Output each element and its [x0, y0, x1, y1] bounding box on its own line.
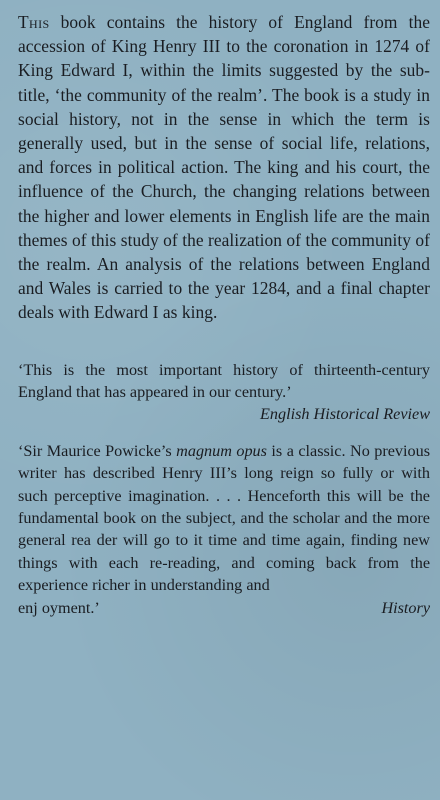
review-last-line	[18, 597, 430, 619]
review-quote	[18, 440, 430, 597]
review-quote-rest: is a classic. No previous writer has described Henry III’s long reign so fully or with such perceptive imagination. . . . Henceforth this will be the fundamental book on the subject, and the scholar and the more general rea der will go to it time and time again, finding new things with each re-reading, and coming back from the experience richer in understanding and	[18, 441, 430, 595]
review-quote: ‘This is the most important history of thirteenth-century England that has appeared in our century.’	[18, 360, 430, 402]
review-english-historical-review	[18, 359, 430, 426]
review-quote-start: ‘Sir Maurice Powicke’s	[18, 441, 177, 460]
review-quote-end: enj oyment.’	[18, 598, 100, 617]
description-text: book contains the history of England from the accession of King Henry III to the coronation in 1274 of King Edward I, within the limits suggested by the sub-title, ‘the community of the realm’. The book is a study in social history, not in the sense in which the term is generally used, but in the sense of social life, relations, and forces in political action. The king and his court, the influence of the Church, the changing relations between the higher and lower elements in English life are the main themes of this study of the realization of the community of the realm. An analysis of the relations between England and Wales is carried to the year 1284, and a final chapter deals with Edward I as king.	[18, 12, 430, 323]
review-source: English Historical Review	[260, 405, 430, 424]
review-quote-emphasis: magnum opus	[176, 441, 267, 460]
review-history	[18, 440, 430, 619]
book-description	[18, 10, 430, 325]
description-lead-word: This	[18, 12, 50, 32]
review-source: History	[381, 598, 430, 617]
